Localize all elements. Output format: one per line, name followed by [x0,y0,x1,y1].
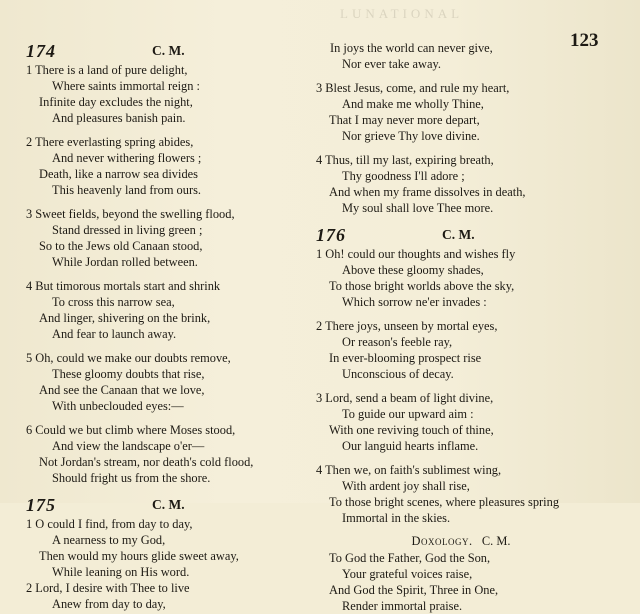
hymn-176-header [316,224,606,246]
verse-line: Which sorrow ne'er invades : [342,295,487,309]
verse-line: Then would my hours glide sweet away, [39,549,239,563]
verse-line: Your grateful voices raise, [342,567,473,581]
verse-line: 4 Thus, till my last, expiring breath, [316,153,494,167]
hymn-number: 174 [26,41,56,61]
hymn-176-verse-1 [316,246,606,310]
verse-line: Above these gloomy shades, [342,263,484,277]
verse-line: In joys the world can never give, [330,41,493,55]
verse-line: 1 Oh! could our thoughts and wishes fly [316,247,516,261]
hymn-174-verse-4 [26,278,316,342]
hymn-174-verse-6 [26,422,316,486]
verse-line: My soul shall love Thee more. [342,201,494,215]
hymn-meter: C. M. [442,227,475,242]
verse-line: And fear to launch away. [52,327,177,341]
verse-line: With one reviving touch of thine, [329,423,494,437]
hymn-174-verse-1 [26,62,316,126]
verse-line: And when my frame dissolves in death, [329,185,526,199]
verse-line: And linger, shivering on the brink, [39,311,211,325]
hymn-176-verse-2 [316,318,606,382]
verse-line: 4 Then we, on faith's sublimest wing, [316,463,502,477]
hymn-174-verse-3 [26,206,316,270]
verse-line: Where saints immortal reign : [52,79,200,93]
verse-line: 2 Lord, I desire with Thee to live [26,581,190,595]
verse-line: 3 Lord, send a beam of light divine, [316,391,494,405]
hymn-175-verse-3 [316,80,606,144]
verse-line: Nor grieve Thy love divine. [342,129,480,143]
verse-line: To cross this narrow sea, [52,295,175,309]
verse-line: 3 Sweet fields, beyond the swelling flood, [26,207,235,221]
verse-line: And pleasures banish pain. [52,111,186,125]
verse-line: 6 Could we but climb where Moses stood, [26,423,236,437]
doxology-header [316,526,606,550]
verse-line: 1 There is a land of pure delight, [26,63,188,77]
hymn-174-header [26,40,316,62]
verse-line: Immortal in the skies. [342,511,451,525]
verse-line: Anew from day to day, [52,597,166,611]
hymn-175-verse-2 [26,580,316,612]
verse-line: 2 There joys, unseen by mortal eyes, [316,319,498,333]
hymn-meter: C. M. [152,497,185,512]
verse-line: And God the Spirit, Three in One, [329,583,499,597]
bleed-through-text: LUNATIONAL [340,6,464,21]
hymn-number: 175 [26,495,56,515]
verse-line: These gloomy doubts that rise, [52,367,205,381]
verse-line: That I may never more depart, [329,113,480,127]
hymn-176-verse-4 [316,462,606,526]
hymn-176-verse-3 [316,390,606,454]
hymn-meter: C. M. [152,43,185,58]
verse-line: This heavenly land from ours. [52,183,201,197]
verse-line: 2 There everlasting spring abides, [26,135,194,149]
verse-line: 1 O could I find, from day to day, [26,517,193,531]
verse-line: And see the Canaan that we love, [39,383,205,397]
verse-line: Our languid hearts inflame. [342,439,479,453]
verse-line: With unbeclouded eyes:— [52,399,184,413]
verse-line: 4 But timorous mortals start and shrink [26,279,221,293]
verse-line: To God the Father, God the Son, [329,551,491,565]
verse-line: Should fright us from the shore. [52,471,211,485]
hymn-175-verse-4 [316,152,606,216]
doxology-meter: C. M. [481,534,511,548]
verse-line: Death, like a narrow sea divides [39,167,198,181]
page-number: 123 [570,30,599,51]
verse-line: While leaning on His word. [52,565,190,579]
verse-line: And make me wholly Thine, [342,97,484,111]
verse-line: To those bright scenes, where pleasures spring [329,495,560,509]
verse-line: To guide our upward aim : [342,407,474,421]
verse-line: Nor ever take away. [342,57,441,71]
verse-line: And view the landscape o'er— [52,439,205,453]
verse-line: Render immortal praise. [342,599,463,613]
verse-line: While Jordan rolled between. [52,255,198,269]
verse-line: Thy goodness I'll adore ; [342,169,465,183]
hymn-175-header [26,494,316,516]
hymn-174-verse-2 [26,134,316,198]
verse-line: Or reason's feeble ray, [342,335,453,349]
verse-line: With ardent joy shall rise, [342,479,470,493]
verse-line: To those bright worlds above the sky, [329,279,515,293]
hymn-number: 176 [316,225,346,245]
verse-line: 5 Oh, could we make our doubts remove, [26,351,231,365]
verse-line: 3 Blest Jesus, come, and rule my heart, [316,81,510,95]
hymn-175-verse-1 [26,516,316,580]
hymn-174-verse-5 [26,350,316,414]
hymn-175-continuation [316,40,606,72]
verse-line: And never withering flowers ; [52,151,202,165]
verse-line: Infinite day excludes the night, [39,95,193,109]
doxology-title: Doxology. [411,534,473,548]
left-column [26,40,316,612]
verse-line: So to the Jews old Canaan stood, [39,239,203,253]
verse-line: Unconscious of decay. [342,367,454,381]
doxology-text [316,550,606,614]
verse-line: Stand dressed in living green ; [52,223,203,237]
right-column [316,40,606,614]
verse-line: A nearness to my God, [52,533,166,547]
verse-line: Not Jordan's stream, nor death's cold flood, [39,455,254,469]
verse-line: In ever-blooming prospect rise [329,351,482,365]
